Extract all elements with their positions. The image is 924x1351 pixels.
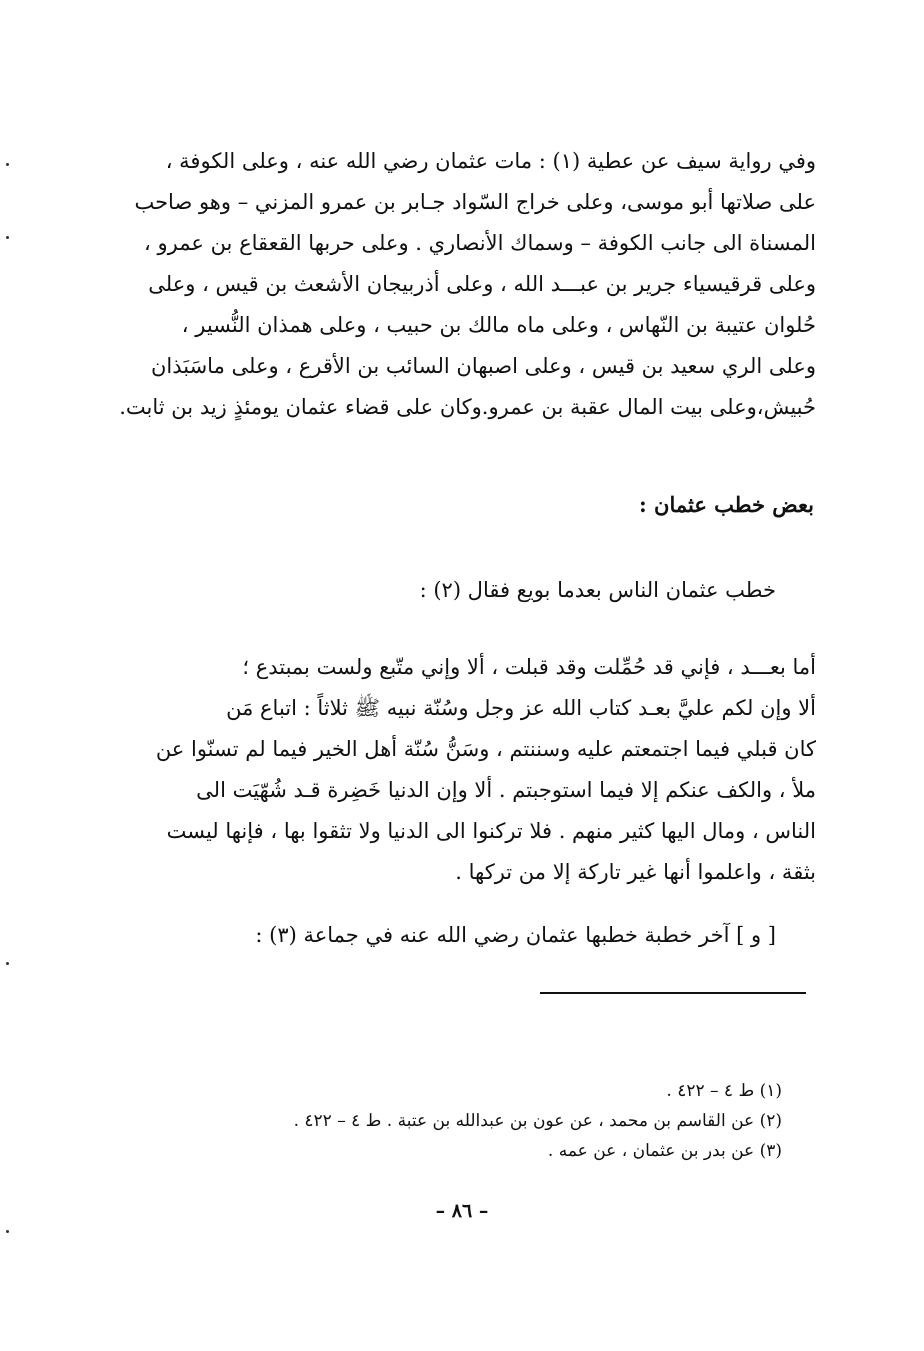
footnote: (٣) عن بدر بن عثمان ، عن عمه .	[547, 1141, 782, 1161]
last-sermon-intro: [ و ] آخر خطبة خطبها عثمان رضي الله عنه في جماعة (٣) :	[255, 923, 776, 947]
text-line: حُلوان عتيبة بن النّهاس ، وعلى ماه مالك بن حبيب ، وعلى همذان النُّسير ،	[181, 313, 816, 337]
text-line: الناس ، ومال اليها كثير منهم . فلا تركنوا الى الدنيا ولا تثقوا بها ، فإنها ليست	[166, 819, 816, 843]
footnote: (٢) عن القاسم بن محمد ، عن عون بن عبدالله بن عتبة . ط ٤ – ٤٢٢ .	[293, 1111, 782, 1131]
section-heading: بعض خطب عثمان :	[638, 492, 814, 517]
text-line: المسناة الى جانب الكوفة – وسماك الأنصاري . وعلى حربها القعقاع بن عمرو ،	[144, 231, 816, 255]
text-line: على صلاتها أبو موسى، وعلى خراج السّواد جـابر بن عمرو المزني – وهو صاحب	[134, 190, 816, 214]
footnote: (١) ط ٤ – ٤٢٢ .	[666, 1081, 782, 1101]
text-line: وفي رواية سيف عن عطية (١) : مات عثمان رضي الله عنه ، وعلى الكوفة ،	[165, 149, 816, 173]
footnotes	[294, 1076, 782, 1166]
text-line: كان قبلي فيما اجتمعتم عليه وسننتم ، وسَنُّ سُنّة أهل الخير فيما لم تسنّوا عن	[155, 737, 816, 761]
text-line: أما بعـــد ، فإني قد حُمِّلت وقد قبلت ، ألا وإني متّبع ولست بمبتدع ؛	[242, 655, 816, 679]
sermon-intro: خطب عثمان الناس بعدما بويع فقال (٢) :	[419, 578, 776, 602]
scan-speck	[6, 163, 9, 166]
page-number: – ٨٦ –	[435, 1200, 489, 1222]
footnote-divider	[540, 992, 806, 994]
text-line: حُبيش،وعلى بيت المال عقبة بن عمرو.وكان على قضاء عثمان يومئذٍ زيد بن ثابت.	[119, 395, 816, 419]
text-line: وعلى قرقيسياء جرير بن عبـــد الله ، وعلى أذربيجان الأشعث بن قيس ، وعلى	[148, 272, 816, 296]
text-line: ألا وإن لكم عليَّ بعـد كتاب الله عز وجل وسُنّة نبيه ﷺ ثلاثاً : اتباع مَن	[226, 696, 816, 720]
paragraph-governors	[119, 141, 816, 428]
paragraph-sermon	[136, 647, 816, 893]
text-line: بثقة ، واعلموا أنها غير تاركة إلا من تركها .	[455, 860, 816, 884]
text-line: وعلى الري سعيد بن قيس ، وعلى اصبهان السائب بن الأقرع ، وعلى ماسَبَذان	[150, 354, 816, 378]
scan-speck	[6, 1230, 9, 1233]
scan-speck	[6, 236, 9, 239]
text-line: ملأ ، والكف عنكم إلا فيما استوجبتم . ألا وإن الدنيا خَضِرة قـد شُهّيَت الى	[196, 778, 816, 802]
scan-speck	[6, 962, 9, 965]
